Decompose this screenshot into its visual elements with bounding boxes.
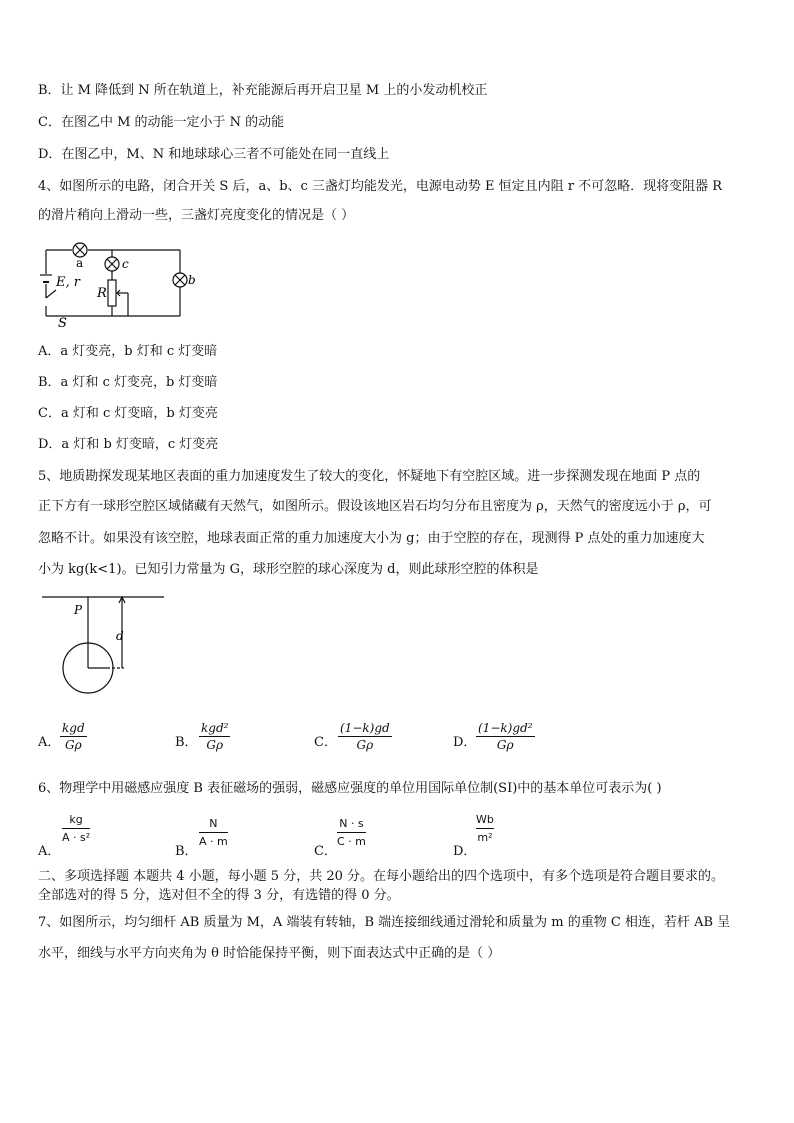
- fraction-numerator: kgd²: [201, 721, 229, 735]
- q5-option-d-letter: D．: [453, 735, 477, 750]
- section2-heading-line2: 全部选对的得 5 分，选对但不全的得 3 分，有选错的得 0 分。: [38, 888, 400, 903]
- q4-option-b: B．a 灯和 c 灯变亮，b 灯变暗: [38, 375, 218, 390]
- q6-option-c-fraction: [337, 817, 366, 848]
- fraction-numerator: Wb: [476, 813, 494, 826]
- fraction-denominator: A · m: [199, 835, 228, 848]
- fraction-denominator: C · m: [337, 835, 366, 848]
- fraction-denominator: A · s²: [62, 831, 91, 844]
- fraction-bar: [60, 736, 87, 737]
- fraction-numerator: N · s: [339, 817, 364, 830]
- q4-option-a: A．a 灯变亮，b 灯和 c 灯变暗: [38, 344, 218, 359]
- fraction-bar: [476, 736, 535, 737]
- q6-option-b-letter: B．: [175, 844, 198, 859]
- fraction-denominator: Gρ: [65, 738, 82, 752]
- q5-option-b-fraction: [199, 721, 230, 752]
- q5-stem-line3: 忽略不计。如果没有该空腔，地球表面正常的重力加速度大小为 g；由于空腔的存在，现测得 P 点处的重力加速度大: [38, 531, 705, 546]
- q6-option-a-letter: A．: [38, 844, 61, 859]
- cavity-label-p: P: [74, 603, 83, 617]
- circuit-label-a: a: [76, 256, 84, 270]
- fraction-denominator: Gρ: [206, 738, 224, 752]
- q6-stem: 6、物理学中用磁感应强度 B 表征磁场的强弱，磁感应强度的单位用国际单位制(SI)中的基本单位可表示为( ): [38, 781, 662, 796]
- q5-option-c-letter: C．: [314, 735, 337, 750]
- fraction-bar: [338, 736, 392, 737]
- q7-stem-line1: 7、如图所示，均匀细杆 AB 质量为 M，A 端装有转轴，B 端连接细线通过滑轮和质量为 m 的重物 C 相连，若杆 AB 呈: [38, 915, 731, 930]
- fraction-bar: [476, 828, 494, 829]
- q4-option-d: D．a 灯和 b 灯变暗，c 灯变亮: [38, 437, 219, 452]
- circuit-label-c: c: [122, 257, 129, 271]
- circuit-label-s: S: [58, 316, 67, 330]
- q4-stem-line2: 的滑片稍向上滑动一些，三盏灯亮度变化的情况是（ ）: [38, 208, 355, 223]
- fraction-numerator: (1−k)gd: [340, 721, 390, 735]
- q6-option-a-fraction: [62, 813, 90, 844]
- q6-option-d-letter: D．: [453, 844, 477, 859]
- section2-heading-line1: 二、多项选择题 本题共 4 小题，每小题 5 分，共 20 分。在每小题给出的四个选项中，有多个选项是符合题目要求的。: [38, 869, 725, 884]
- circuit-label-r: R: [97, 286, 107, 301]
- q5-option-c-fraction: [338, 721, 392, 752]
- cavity-label-d: d: [116, 629, 124, 643]
- circuit-label-e: E, r: [56, 275, 80, 290]
- q4-stem-line1: 4、如图所示的电路，闭合开关 S 后，a、b、c 三盏灯均能发光，电源电动势 E 恒定且内阻 r 不可忽略．现将变阻器 R: [38, 179, 723, 194]
- q5-option-d-fraction: [476, 721, 535, 752]
- q3-option-d: D．在图乙中，M、N 和地球球心三者不可能处在同一直线上: [38, 147, 390, 162]
- fraction-bar: [62, 828, 90, 829]
- q5-stem-line1: 5、地质勘探发现某地区表面的重力加速度发生了较大的变化，怀疑地下有空腔区域。进一步探测发现在地面 P 点的: [38, 469, 701, 484]
- circuit-label-b: b: [188, 273, 196, 287]
- q5-stem-line4: 小为 kg(k<1)。已知引力常量为 G，球形空腔的球心深度为 d，则此球形空腔的体积是: [38, 562, 539, 577]
- q5-option-a-letter: A．: [38, 735, 61, 750]
- fraction-denominator: Gρ: [356, 738, 374, 752]
- q3-option-c: C．在图乙中 M 的动能一定小于 N 的动能: [38, 115, 285, 130]
- fraction-numerator: kg: [69, 813, 83, 826]
- q4-option-c: C．a 灯和 c 灯变暗，b 灯变亮: [38, 406, 218, 421]
- fraction-numerator: (1−k)gd²: [478, 721, 533, 735]
- q6-option-d-fraction: [476, 813, 494, 844]
- q6-option-b-fraction: [199, 817, 228, 848]
- fraction-numerator: kgd: [62, 721, 85, 735]
- q3-option-b: B．让 M 降低到 N 所在轨道上，补充能源后再开启卫星 M 上的小发动机校正: [38, 83, 488, 98]
- q7-stem-line2: 水平，细线与水平方向夹角为 θ 时恰能保持平衡，则下面表达式中正确的是（ ）: [38, 946, 501, 961]
- q5-stem-line2: 正下方有一球形空腔区域储藏有天然气，如图所示。假设该地区岩石均匀分布且密度为 ρ，天然气的密度远小于 ρ，可: [38, 499, 712, 514]
- fraction-denominator: m²: [477, 831, 493, 844]
- q4-circuit-diagram: [36, 238, 196, 330]
- fraction-denominator: Gρ: [496, 738, 514, 752]
- fraction-bar: [199, 832, 228, 833]
- fraction-bar: [337, 832, 366, 833]
- fraction-bar: [199, 736, 230, 737]
- q5-option-a-fraction: [60, 721, 87, 752]
- fraction-numerator: N: [209, 817, 218, 830]
- q5-cavity-diagram: [36, 592, 172, 702]
- q6-option-c-letter: C．: [314, 844, 337, 859]
- q5-option-b-letter: B．: [175, 735, 198, 750]
